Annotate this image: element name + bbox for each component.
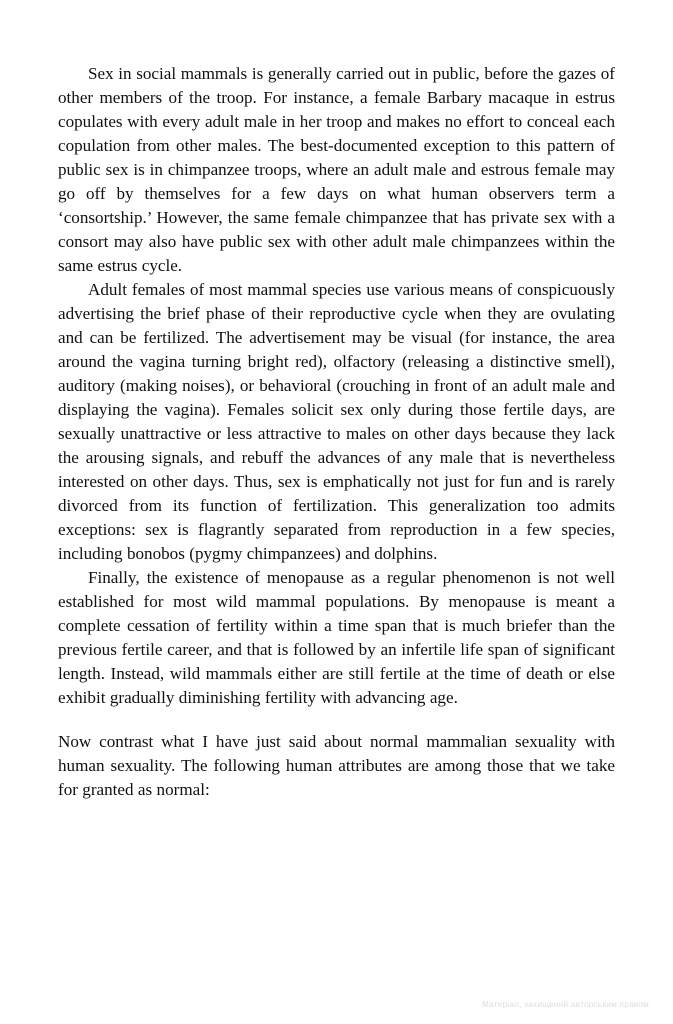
paragraph-advertising-ovulation: Adult females of most mammal species use various means of conspicuously advertising the brief phase of their reproductive cycle when they are ovulating and can be fertilized. The advertisement may be visual (for instance, the area around the vagina turning bright red), olfactory (releasing a distinctive smell), auditory (making noises), or behavioral (crouching in front of an adult male and displaying the vagina). Females solicit sex only during those fertile days, are sexually unattractive or less attractive to males on other days because they lack the arousing signals, and rebuff the advances of any male that is nevertheless interested on other days. Thus, sex is emphatically not just for fun and is rarely divorced from its function of fertilization. This generalization too admits exceptions: sex is flagrantly separated from reproduction in a few species, including bonobos (pygmy chimpanzees) and dolphins.: [58, 280, 615, 563]
body-text-column: [58, 62, 615, 802]
copyright-watermark: Матеріал, захищений авторським правом: [481, 1000, 649, 1009]
paragraph-now-contrast: Now contrast what I have just said about normal mammalian sexuality with human sexuality. The following human attributes are among those that we take for granted as normal:: [58, 732, 615, 799]
paragraph-public-sex: Sex in social mammals is generally carried out in public, before the gazes of other members of the troop. For instance, a female Barbary macaque in estrus copulates with every adult male in her troop and makes no effort to conceal each copulation from other males. The best-documented exception to this pattern of public sex is in chimpanzee troops, where an adult male and estrous female may go off by themselves for a few days on what human observers term a ‘consortship.’ However, the same female chimpanzee that has private sex with a consort may also have public sex with other adult male chimpanzees within the same estrus cycle.: [58, 64, 615, 275]
paragraph-menopause: Finally, the existence of menopause as a regular phenomenon is not well established for most wild mammal populations. By menopause is meant a complete cessation of fertility within a time span that is much briefer than the previous fertile career, and that is followed by an infertile life span of significant length. Instead, wild mammals either are still fertile at the time of death or else exhibit gradually diminishing fertility with advancing age.: [58, 568, 615, 707]
